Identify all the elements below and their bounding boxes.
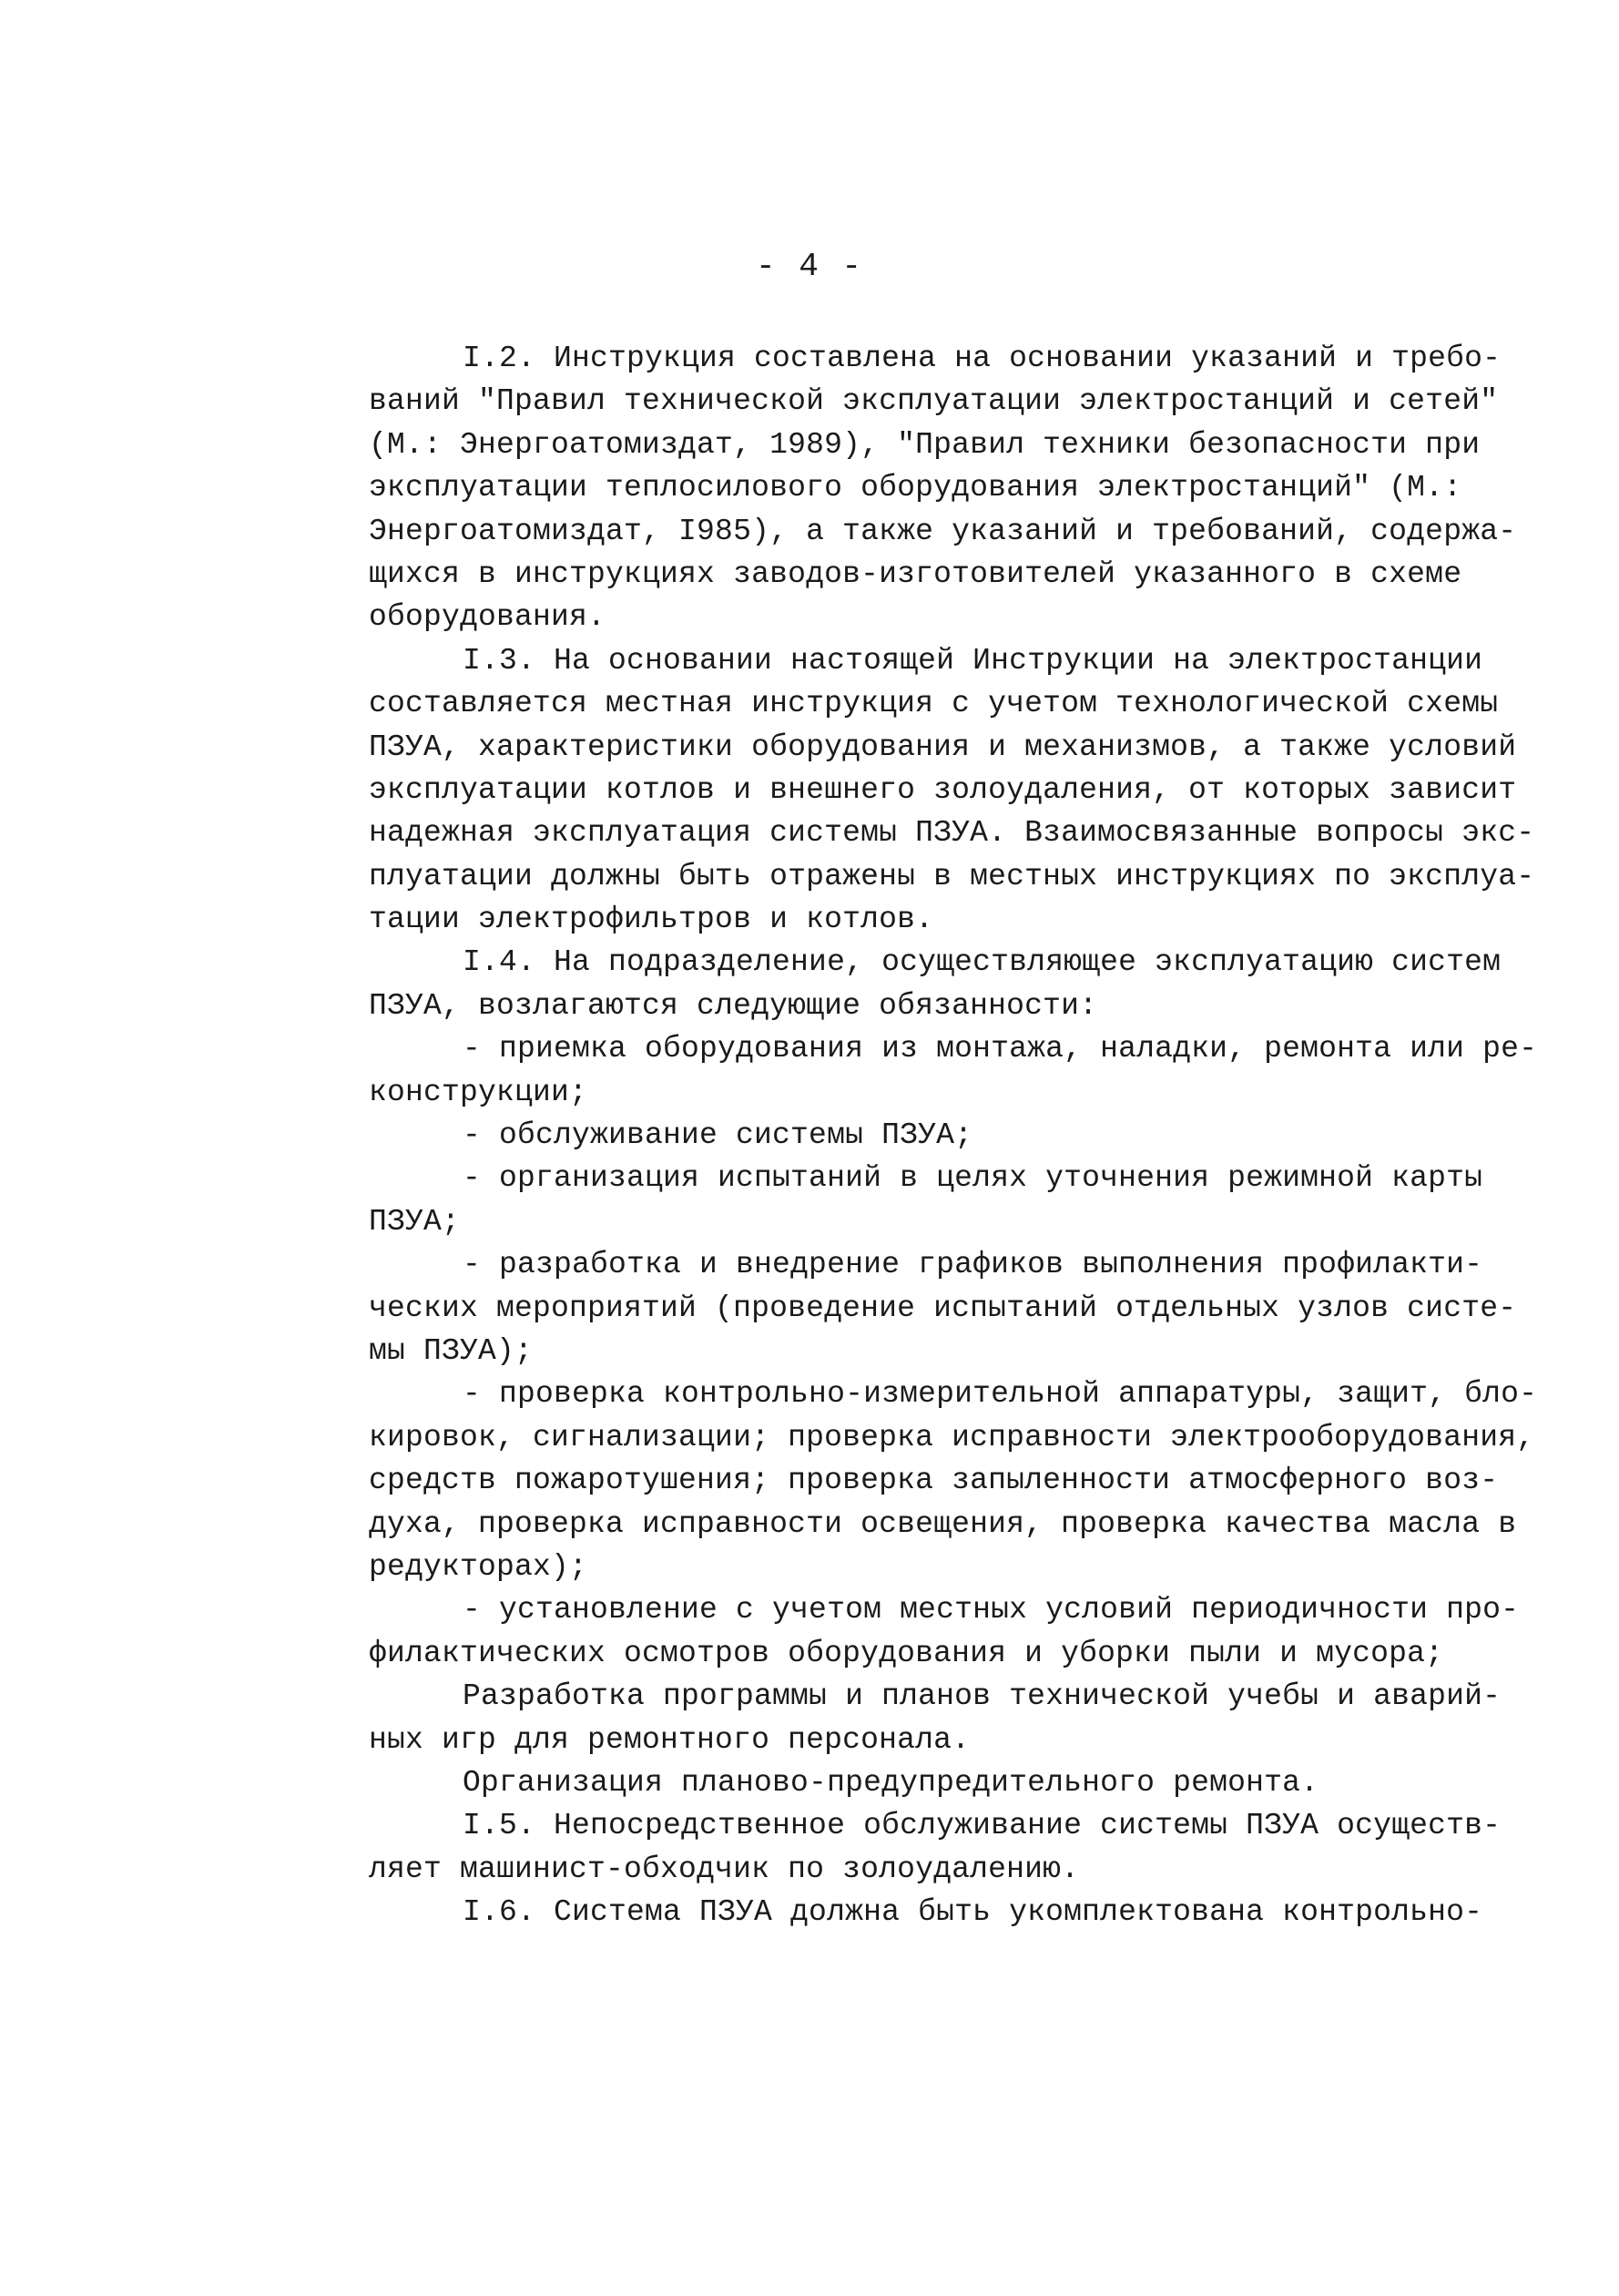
text-line: тации электрофильтров и котлов. [369, 903, 934, 937]
text-line: - организация испытаний в целях уточнения режимной карты [463, 1161, 1483, 1196]
text-line: оборудования. [369, 600, 606, 635]
text-line: мы ПЗУА); [369, 1333, 534, 1368]
text-line: ПЗУА, характеристики оборудования и механизмов, а также условий [369, 730, 1517, 764]
text-line: - установление с учетом местных условий периодичности про- [463, 1593, 1520, 1628]
text-line: надежная эксплуатация системы ПЗУА. Взаимосвязанные вопросы экс- [369, 816, 1535, 851]
text-line: - обслуживание системы ПЗУА; [463, 1118, 973, 1153]
text-line: - разработка и внедрение графиков выполнения профилакти- [463, 1248, 1483, 1282]
text-line: ляет машинист-обходчик по золоудалению. [369, 1852, 1080, 1886]
text-line: (М.: Энергоатомиздат, 1989), "Правил техники безопасности при [369, 427, 1481, 462]
text-line: ческих мероприятий (проведение испытаний отдельных узлов систе- [369, 1291, 1517, 1325]
text-line: - проверка контрольно-измерительной аппаратуры, защит, бло- [463, 1377, 1538, 1412]
text-line: ваний "Правил технической эксплуатации электростанций и сетей" [369, 384, 1499, 419]
text-line: средств пожаротушения; проверка запыленности атмосферного воз- [369, 1464, 1499, 1498]
page-number: - 4 - [755, 248, 864, 285]
text-line: ных игр для ремонтного персонала. [369, 1722, 971, 1757]
text-line: конструкции; [369, 1075, 588, 1109]
text-line: I.5. Непосредственное обслуживание системы ПЗУА осуществ- [463, 1809, 1502, 1843]
text-line: Энергоатомиздат, I985), а также указаний и требований, содержа- [369, 514, 1517, 548]
body-text [369, 337, 1538, 1934]
text-line: кировок, сигнализации; проверка исправности электрооборудования, [369, 1420, 1535, 1454]
text-line: I.2. Инструкция составлена на основании указаний и требо- [463, 342, 1502, 375]
text-line: духа, проверка исправности освещения, проверка качества масла в [369, 1506, 1517, 1541]
text-line: ПЗУА; [369, 1204, 461, 1239]
text-line: редукторах); [369, 1549, 588, 1584]
text-line: ПЗУА, возлагаются следующие обязанности: [369, 988, 1098, 1023]
text-line: филактических осмотров оборудования и уборки пыли и мусора; [369, 1636, 1444, 1670]
text-line: Разработка программы и планов технической учебы и аварий- [463, 1679, 1502, 1714]
text-line: щихся в инструкциях заводов-изготовителей указанного в схеме [369, 556, 1462, 591]
text-line: I.3. На основании настоящей Инструкции на электростанции [463, 643, 1483, 678]
text-line: эксплуатации котлов и внешнего золоудаления, от которых зависит [369, 772, 1517, 807]
text-line: плуатации должны быть отражены в местных инструкциях по эксплуа- [369, 859, 1535, 893]
text-line: составляется местная инструкция с учетом технологической схемы [369, 687, 1499, 721]
text-line: Организация планово-предупредительного ремонта. [463, 1765, 1319, 1800]
text-line: - приемка оборудования из монтажа, наладки, ремонта или ре- [463, 1032, 1538, 1066]
text-line: I.6. Система ПЗУА должна быть укомплектована контрольно- [463, 1895, 1483, 1930]
text-line: I.4. На подразделение, осуществляющее эксплуатацию систем [463, 945, 1502, 980]
text-line: эксплуатации теплосилового оборудования электростанций" (М.: [369, 471, 1462, 505]
